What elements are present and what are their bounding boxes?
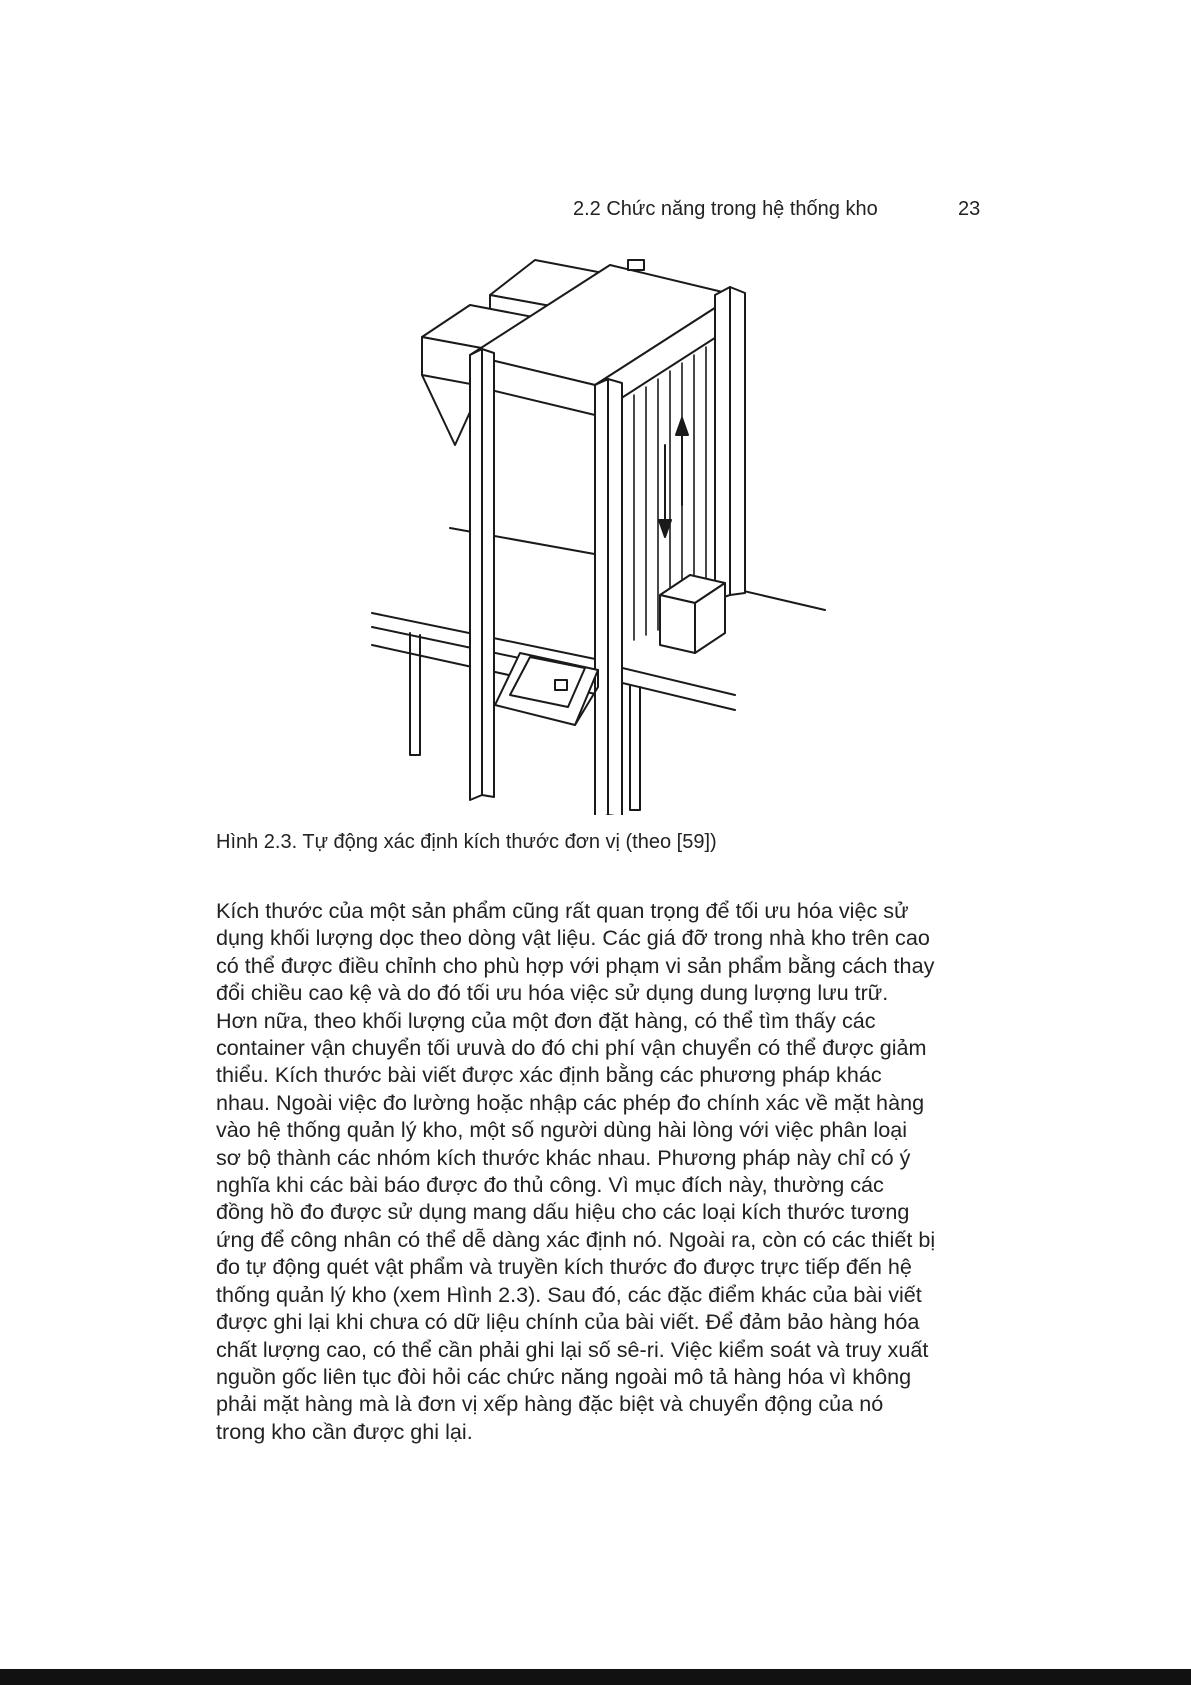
text-line: thống quản lý kho (xem Hình 2.3). Sau đó, các đặc điểm khác của bài viết bbox=[216, 1281, 922, 1307]
text-line: chất lượng cao, có thể cần phải ghi lại số sê-ri. Việc kiểm soát và truy xuất bbox=[216, 1336, 929, 1362]
text-line: Kích thước của một sản phẩm cũng rất quan trọng để tối ưu hóa việc sử bbox=[216, 898, 909, 923]
page-bottom-bar bbox=[0, 1669, 1191, 1685]
figure-caption: Hình 2.3. Tự động xác định kích thước đơn vị (theo [59]) bbox=[216, 831, 717, 853]
figure-measurement-gate bbox=[360, 255, 840, 815]
text-line: container vận chuyển tối ưuvà do đó chi phí vận chuyển có thể được giảm bbox=[216, 1035, 927, 1061]
text-line: dụng khối lượng dọc theo dòng vật liệu. Các giá đỡ trong nhà kho trên cao bbox=[216, 925, 930, 951]
text-line: thiểu. Kích thước bài viết được xác định bằng các phương pháp khác bbox=[216, 1062, 882, 1088]
text-line: đồng hồ đo được sử dụng mang dấu hiệu cho các loại kích thước tương bbox=[216, 1199, 910, 1225]
text-line: nghĩa khi các bài báo được đo thủ công. Vì mục đích này, thường các bbox=[216, 1172, 884, 1198]
text-line: sơ bộ thành các nhóm kích thước khác nhau. Phương pháp này chỉ có ý bbox=[216, 1144, 911, 1170]
text-line: Hơn nữa, theo khối lượng của một đơn đặt hàng, có thể tìm thấy các bbox=[216, 1007, 876, 1033]
text-line: vào hệ thống quản lý kho, một số người dùng hài lòng với việc phân loại bbox=[216, 1117, 908, 1143]
text-line: nguồn gốc liên tục đòi hỏi các chức năng ngoài mô tả hàng hóa vì không bbox=[216, 1363, 912, 1389]
line-drawing bbox=[360, 255, 840, 815]
text-line: có thể được điều chỉnh cho phù hợp với phạm vi sản phẩm bằng cách thay bbox=[216, 952, 935, 978]
page-number: 23 bbox=[958, 198, 981, 220]
text-line: đổi chiều cao kệ và do đó tối ưu hóa việc sử dụng dung lượng lưu trữ. bbox=[216, 980, 889, 1006]
text-line: phải mặt hàng mà là đơn vị xếp hàng đặc biệt và chuyển động của nó bbox=[216, 1391, 884, 1417]
text-line: đo tự động quét vật phẩm và truyền kích thước đo được trực tiếp đến hệ bbox=[216, 1254, 912, 1280]
text-line: ứng để công nhân có thể dễ dàng xác định nó. Ngoài ra, còn có các thiết bị bbox=[216, 1226, 936, 1252]
text-line: trong kho cần được ghi lại. bbox=[216, 1418, 473, 1444]
body-paragraph bbox=[216, 897, 1006, 1445]
running-head: 2.2 Chức năng trong hệ thống kho bbox=[573, 198, 878, 220]
text-line: nhau. Ngoài việc đo lường hoặc nhập các phép đo chính xác về mặt hàng bbox=[216, 1089, 925, 1115]
text-line: được ghi lại khi chưa có dữ liệu chính của bài viết. Để đảm bảo hàng hóa bbox=[216, 1309, 920, 1335]
